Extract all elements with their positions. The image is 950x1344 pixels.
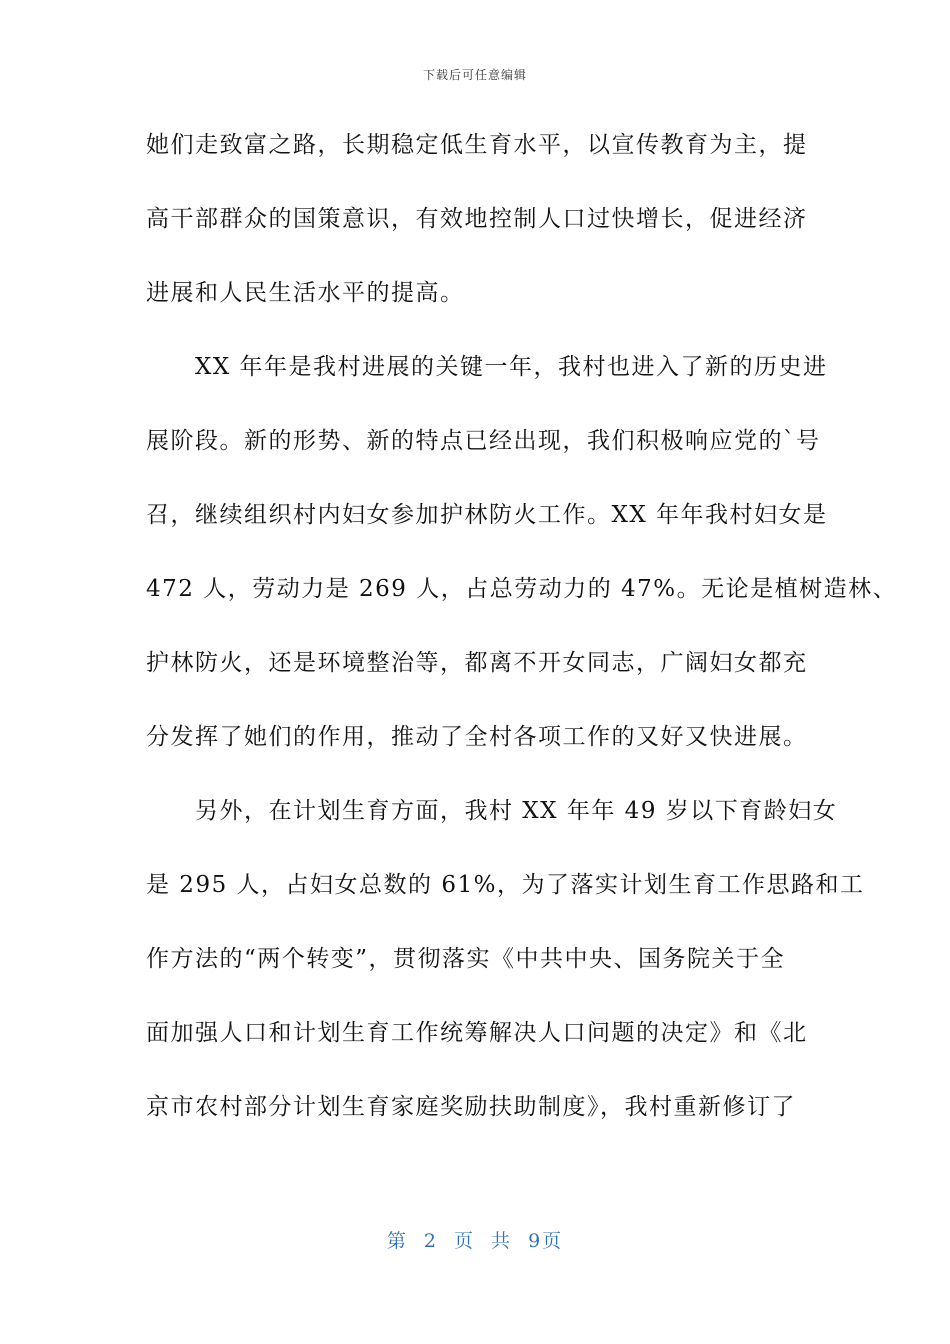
body-line: 472 人，劳动力是 269 人，占总劳动力的 47%。无论是植树造林、 — [146, 576, 898, 602]
document-body — [146, 108, 898, 1144]
body-line: 她们走致富之路，长期稳定低生育水平，以宣传教育为主，提 — [146, 132, 808, 158]
body-line: 作方法的“两个转变”，贯彻落实《中共中央、国务院关于全 — [146, 946, 786, 972]
page-number-footer: 第 2 页 共 9页 — [386, 1230, 564, 1252]
body-line: 展阶段。新的形势、新的特点已经出现，我们积极响应党的`号 — [146, 428, 821, 454]
body-line: 面加强人口和计划生育工作统筹解决人口问题的决定》和《北 — [146, 1020, 808, 1046]
body-line: 召，继续组织村内妇女参加护林防火工作。XX 年年我村妇女是 — [146, 502, 828, 528]
body-line: XX 年年是我村进展的关键一年，我村也进入了新的历史进 — [146, 354, 828, 380]
header-note: 下载后可任意编辑 — [422, 68, 527, 82]
body-line: 是 295 人，占妇女总数的 61%，为了落实计划生育工作思路和工 — [146, 872, 865, 898]
body-line: 进展和人民生活水平的提高。 — [146, 280, 465, 306]
body-line: 高干部群众的国策意识，有效地控制人口过快增长，促进经济 — [146, 206, 808, 232]
body-line: 分发挥了她们的作用，推动了全村各项工作的又好又快进展。 — [146, 724, 808, 750]
body-line: 护林防火，还是环境整治等，都离不开女同志，广阔妇女都充 — [146, 650, 808, 676]
body-line: 京市农村部分计划生育家庭奖励扶助制度》，我村重新修订了 — [146, 1094, 796, 1120]
body-line: 另外，在计划生育方面，我村 XX 年年 49 岁以下育龄妇女 — [146, 798, 838, 824]
